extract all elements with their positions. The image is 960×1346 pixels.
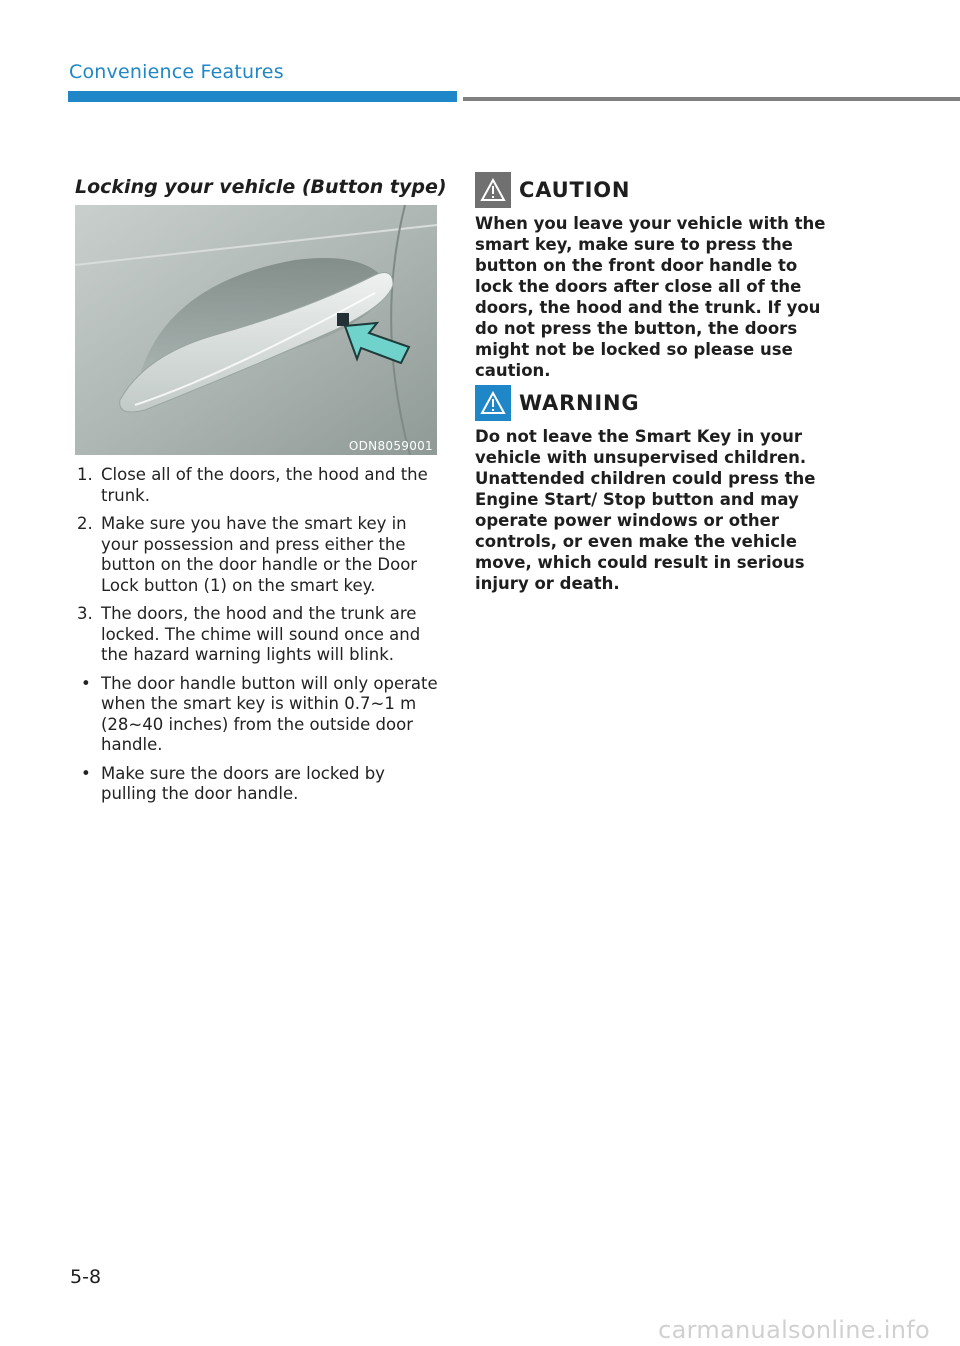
- caution-label: CAUTION: [519, 178, 631, 202]
- bullet-marker: •: [81, 763, 91, 783]
- door-handle-illustration: [75, 205, 437, 455]
- caution-warning-icon: [475, 172, 511, 208]
- step-number: 1.: [77, 465, 93, 484]
- step-number: 2.: [77, 514, 93, 533]
- step-item: [75, 514, 445, 596]
- door-handle-figure: [75, 205, 437, 455]
- door-handle-button: [337, 313, 349, 326]
- header-divider-bar: [463, 97, 960, 101]
- step-item: [75, 465, 445, 506]
- step-text: Close all of the doors, the hood and the trunk.: [101, 465, 428, 505]
- header-accent-bar: [68, 91, 457, 102]
- bullet-text: The door handle button will only operate when the smart key is within 0.7~1 m (28~40 inches) from the outside door handle.: [101, 673, 438, 754]
- warning-label: WARNING: [519, 391, 640, 415]
- warning-text: Do not leave the Smart Key in your vehicle with unsupervised children. Unattended children could press the Engine Start/ Stop button and may operate power windows or other controls, or even make the vehicle move, which could result in serious injury or death.: [475, 427, 816, 593]
- step-item: [75, 604, 445, 666]
- caution-notice: [475, 173, 835, 381]
- step-text: The doors, the hood and the trunk are locked. The chime will sound once and the hazard warning lights will blink.: [101, 604, 421, 664]
- step-text: Make sure you have the smart key in your possession and press either the button on the door handle or the Door Lock button (1) on the smart key.: [101, 514, 418, 595]
- bullet-item: [75, 674, 445, 756]
- watermark: carmanualsonline.info: [658, 1316, 930, 1344]
- step-number: 3.: [77, 604, 93, 623]
- caution-text: When you leave your vehicle with the smart key, make sure to press the button on the front door handle to lock the doors after close all of the doors, the hood and the trunk. If you do not press the button, the doors might not be locked so please use caution.: [475, 214, 826, 380]
- procedure-steps: [75, 465, 445, 813]
- bullet-item: [75, 764, 445, 805]
- header-section-title: Convenience Features: [69, 61, 284, 83]
- warning-notice: [475, 386, 835, 594]
- bullet-marker: •: [81, 673, 91, 693]
- section-title: Locking your vehicle (Button type): [75, 176, 447, 198]
- warning-warning-icon: [475, 385, 511, 421]
- figure-code: ODN8059001: [348, 439, 433, 453]
- bullet-text: Make sure the doors are locked by pulling the door handle.: [101, 763, 385, 803]
- page-number: 5-8: [70, 1266, 102, 1288]
